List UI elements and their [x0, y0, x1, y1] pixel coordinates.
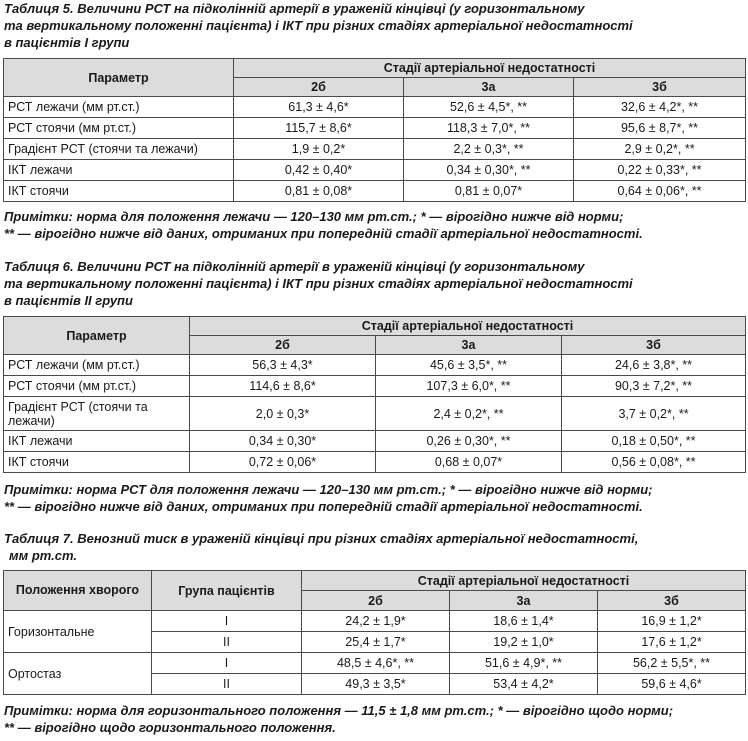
table5-header-stages: Стадії артеріальної недостатності [234, 59, 746, 78]
table-cell: 115,7 ± 8,6* [234, 118, 404, 139]
table-cell: 32,6 ± 4,2*, ** [574, 97, 746, 118]
row-label: РСТ лежачи (мм рт.ст.) [4, 355, 190, 376]
table-cell: 24,6 ± 3,8*, ** [562, 355, 746, 376]
table-row [4, 118, 746, 139]
table7-caption [4, 530, 744, 564]
table-cell: 53,4 ± 4,2* [450, 674, 598, 695]
table-cell: 0,68 ± 0,07* [376, 452, 562, 473]
table-cell: 59,6 ± 4,6* [598, 674, 746, 695]
table-row [4, 97, 746, 118]
table-cell: 16,9 ± 1,2* [598, 611, 746, 632]
row-group: І [152, 611, 302, 632]
table-cell: 90,3 ± 7,2*, ** [562, 376, 746, 397]
table-cell: 56,2 ± 5,5*, ** [598, 653, 746, 674]
table-cell: 45,6 ± 3,5*, ** [376, 355, 562, 376]
table5-note-line: Примітки: норма для положення лежачи — 120–130 мм рт.ст.; * — вірогідно нижче від норми; [4, 209, 624, 224]
table5-note-line: ** — вірогідно нижче від даних, отриманих при попередній стадії артеріальної недостатності. [4, 226, 643, 241]
table-row [4, 181, 746, 202]
table7-note [4, 702, 746, 736]
table-cell: 61,3 ± 4,6* [234, 97, 404, 118]
table7-header-position: Положення хворого [4, 571, 152, 611]
table-cell: 2,0 ± 0,3* [190, 397, 376, 431]
table-cell: 19,2 ± 1,0* [450, 632, 598, 653]
row-label: ІКТ лежачи [4, 431, 190, 452]
row-label: РСТ стоячи (мм рт.ст.) [4, 118, 234, 139]
table-cell: 0,42 ± 0,40* [234, 160, 404, 181]
table-cell: 48,5 ± 4,6*, ** [302, 653, 450, 674]
table-cell: 56,3 ± 4,3* [190, 355, 376, 376]
table-cell: 1,9 ± 0,2* [234, 139, 404, 160]
row-label: ІКТ стоячи [4, 452, 190, 473]
table5-col-header: 3а [404, 78, 574, 97]
table7-caption-line: Таблиця 7. Венозний тиск в ураженій кінцівці при різних стадіях артеріальної недостатності, [4, 531, 639, 546]
table-row [4, 376, 746, 397]
table6-note-line: ** — вірогідно нижче від даних, отриманих при попередній стадії артеріальної недостатності. [4, 499, 643, 514]
table-cell: 118,3 ± 7,0*, ** [404, 118, 574, 139]
table6-col-header: 3б [562, 336, 746, 355]
table7-note-line: ** — вірогідно щодо горизонтального положення. [4, 720, 336, 735]
table6-header-stages: Стадії артеріальної недостатності [190, 317, 746, 336]
row-group: І [152, 653, 302, 674]
row-label: РСТ лежачи (мм рт.ст.) [4, 97, 234, 118]
table7-col-header: 2б [302, 591, 450, 611]
table-cell: 25,4 ± 1,7* [302, 632, 450, 653]
table5-caption-line: та вертикальному положенні пацієнта) і ІКТ при різних стадіях артеріальної недостатності [4, 18, 633, 33]
table5-caption [4, 0, 744, 51]
table-row [4, 139, 746, 160]
row-group: ІІ [152, 632, 302, 653]
table6-header-param: Параметр [4, 317, 190, 355]
table-cell: 114,6 ± 8,6* [190, 376, 376, 397]
row-label: Градієнт РСТ (стоячи та лежачи) [4, 397, 190, 431]
table5-note [4, 208, 746, 242]
table5-header-param: Параметр [4, 59, 234, 97]
table5-caption-line: Таблиця 5. Величини РСТ на підколінній артерії в ураженій кінцівці (у горизонтальному [4, 1, 585, 16]
table-cell: 0,72 ± 0,06* [190, 452, 376, 473]
table6-note-line: Примітки: норма РСТ для положення лежачи — 120–130 мм рт.ст.; * — вірогідно нижче від норми; [4, 482, 653, 497]
table6-col-header: 3а [376, 336, 562, 355]
table6 [3, 316, 746, 473]
row-label: ІКТ лежачи [4, 160, 234, 181]
table-row [4, 653, 746, 674]
table6-note [4, 481, 746, 515]
table-row [4, 160, 746, 181]
table-cell: 18,6 ± 1,4* [450, 611, 598, 632]
table-cell: 0,64 ± 0,06*, ** [574, 181, 746, 202]
table-row [4, 355, 746, 376]
table-cell: 0,22 ± 0,33*, ** [574, 160, 746, 181]
row-position: Ортостаз [4, 653, 152, 695]
table7-note-line: Примітки: норма для горизонтального положення — 11,5 ± 1,8 мм рт.ст.; * — вірогідно щодо норми; [4, 703, 674, 718]
table-cell: 0,34 ± 0,30* [190, 431, 376, 452]
table6-caption [4, 258, 744, 309]
table-cell: 17,6 ± 1,2* [598, 632, 746, 653]
row-group: ІІ [152, 674, 302, 695]
table-row [4, 452, 746, 473]
table-cell: 24,2 ± 1,9* [302, 611, 450, 632]
table6-caption-line: та вертикальному положенні пацієнта) і ІКТ при різних стадіях артеріальної недостатності [4, 276, 633, 291]
table-cell: 2,4 ± 0,2*, ** [376, 397, 562, 431]
table7-header-stages: Стадії артеріальної недостатності [302, 571, 746, 591]
table-cell: 0,56 ± 0,08*, ** [562, 452, 746, 473]
table-cell: 0,18 ± 0,50*, ** [562, 431, 746, 452]
table-cell: 49,3 ± 3,5* [302, 674, 450, 695]
table7 [3, 570, 746, 695]
table-cell: 51,6 ± 4,9*, ** [450, 653, 598, 674]
table-cell: 52,6 ± 4,5*, ** [404, 97, 574, 118]
table-cell: 0,81 ± 0,07* [404, 181, 574, 202]
table5-col-header: 2б [234, 78, 404, 97]
table-cell: 95,6 ± 8,7*, ** [574, 118, 746, 139]
table6-caption-line: Таблиця 6. Величини РСТ на підколінній артерії в ураженій кінцівці (у горизонтальному [4, 259, 585, 274]
row-label: РСТ стоячи (мм рт.ст.) [4, 376, 190, 397]
row-position: Горизонтальне [4, 611, 152, 653]
table-cell: 0,34 ± 0,30*, ** [404, 160, 574, 181]
table-cell: 2,2 ± 0,3*, ** [404, 139, 574, 160]
table7-col-header: 3а [450, 591, 598, 611]
table7-col-header: 3б [598, 591, 746, 611]
table6-col-header: 2б [190, 336, 376, 355]
table5 [3, 58, 746, 202]
row-label: ІКТ стоячи [4, 181, 234, 202]
table7-header-group: Група пацієнтів [152, 571, 302, 611]
table-cell: 0,26 ± 0,30*, ** [376, 431, 562, 452]
table-cell: 107,3 ± 6,0*, ** [376, 376, 562, 397]
table-cell: 3,7 ± 0,2*, ** [562, 397, 746, 431]
table-row [4, 431, 746, 452]
table-cell: 2,9 ± 0,2*, ** [574, 139, 746, 160]
table-row [4, 397, 746, 431]
table6-caption-line: в пацієнтів ІІ групи [4, 293, 133, 308]
table7-caption-line: мм рт.ст. [9, 548, 78, 563]
table-row [4, 611, 746, 632]
row-label: Градієнт РСТ (стоячи та лежачи) [4, 139, 234, 160]
table5-col-header: 3б [574, 78, 746, 97]
table5-caption-line: в пацієнтів І групи [4, 35, 130, 50]
table-cell: 0,81 ± 0,08* [234, 181, 404, 202]
